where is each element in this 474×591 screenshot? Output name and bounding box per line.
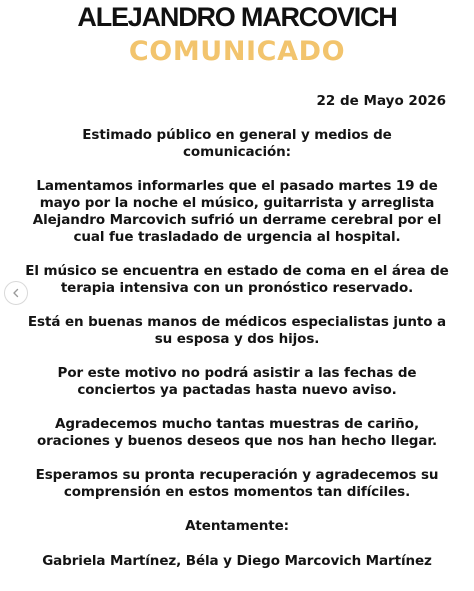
paragraph-3: Está en buenas manos de médicos especialistas junto a su esposa y dos hijos. <box>27 314 447 347</box>
paragraph-4: Por este motivo no podrá asistir a las fechas de conciertos ya pactadas hasta nuevo aviso. <box>57 365 417 398</box>
artist-name-heading: ALEJANDRO MARCOVICH <box>77 2 397 32</box>
paragraph-6: Esperamos su pronta recuperación y agradecemos su comprensión en estos momentos tan difíciles. <box>35 467 439 500</box>
paragraph-5: Agradecemos mucho tantas muestras de cariño, oraciones y buenos deseos que nos han hecho llegar. <box>36 416 438 449</box>
document-type-heading: COMUNICADO <box>128 36 346 67</box>
statement-body <box>14 127 460 570</box>
paragraph-2: El músico se encuentra en estado de coma en el área de terapia intensiva con un pronóstico reservado. <box>25 263 449 296</box>
closing-line: Atentamente: <box>185 518 289 534</box>
chevron-left-icon <box>11 288 21 298</box>
statement-date: 22 de Mayo 2026 <box>316 93 446 109</box>
paragraph-1: Lamentamos informarles que el pasado martes 19 de mayo por la noche el músico, guitarrista y arreglista Alejandro Marcovich sufrió un derrame cerebral por el cual fue trasladado de urgencia al hospital. <box>32 178 442 245</box>
salutation: Estimado público en general y medios de comunicación: <box>82 127 392 160</box>
previous-slide-button[interactable] <box>4 281 28 305</box>
signatories: Gabriela Martínez, Béla y Diego Marcovich Martínez <box>42 553 432 569</box>
